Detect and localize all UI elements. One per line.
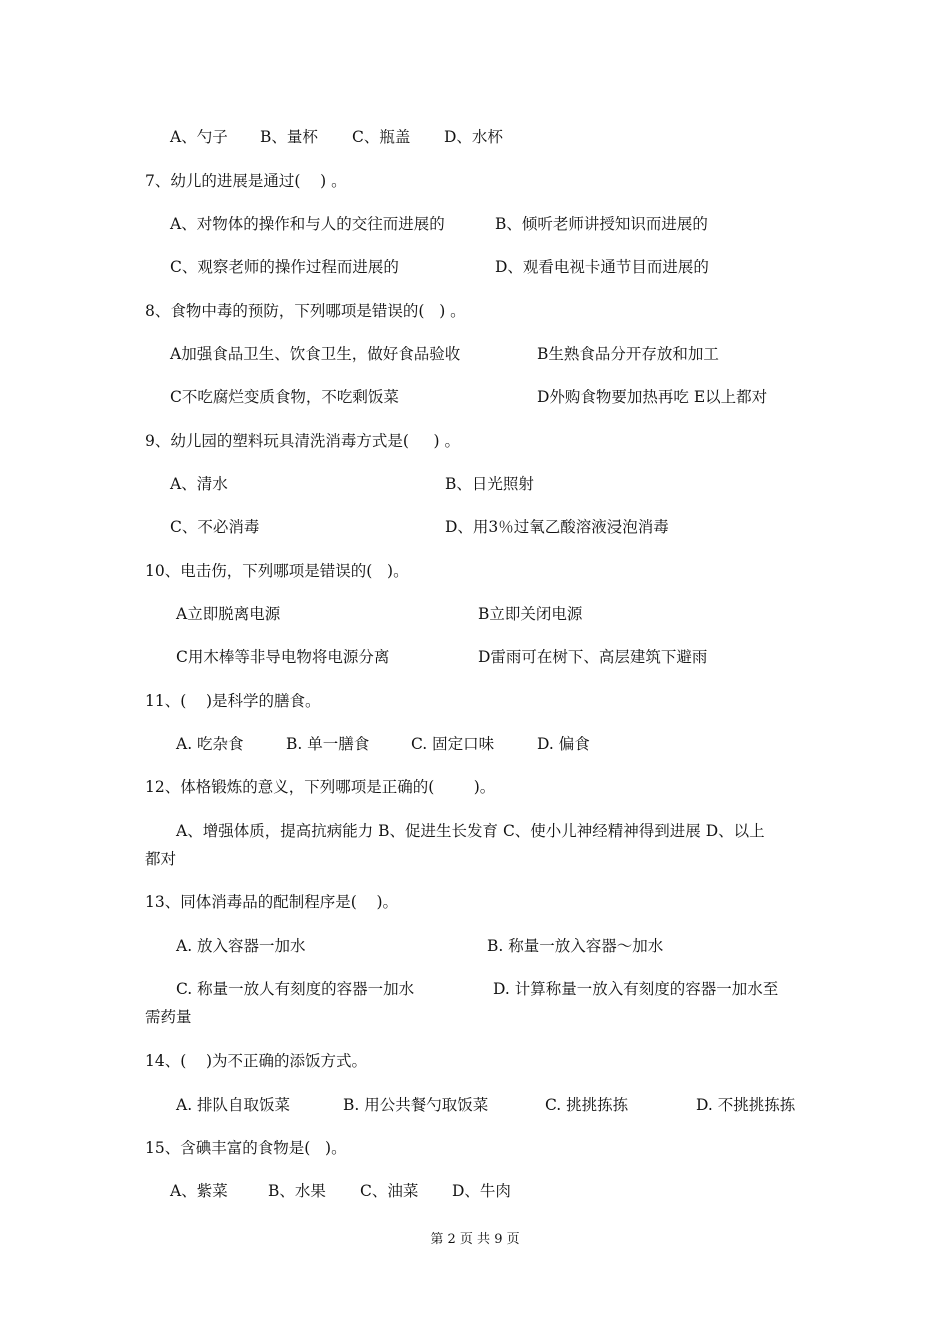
question-stem: 13、同体消毒品的配制程序是( )。 bbox=[145, 893, 399, 911]
question-stem: 12、体格锻炼的意义，下列哪项是正确的( )。 bbox=[145, 778, 496, 796]
question-stem: 9、幼儿园的塑料玩具清洗消毒方式是( ) 。 bbox=[145, 432, 461, 450]
option-b: B、量杯 bbox=[260, 128, 318, 146]
option-d: D. 偏食 bbox=[537, 735, 590, 753]
option-a: A、对物体的操作和与人的交往而进展的 bbox=[170, 215, 445, 233]
option-b: B. 称量一放入容器～加水 bbox=[487, 937, 664, 955]
question-stem: 15、含碘丰富的食物是( )。 bbox=[145, 1139, 347, 1157]
option-c: C、瓶盖 bbox=[352, 128, 411, 146]
option-b: B. 单一膳食 bbox=[286, 735, 370, 753]
question-stem: 7、幼儿的进展是通过( ) 。 bbox=[145, 172, 347, 190]
question-stem: 10、电击伤，下列哪项是错误的( )。 bbox=[145, 562, 409, 580]
option-d: D、用3％过氧乙酸溶液浸泡消毒 bbox=[445, 518, 669, 536]
option-d: D、水杯 bbox=[444, 128, 503, 146]
option-continuation: 需药量 bbox=[145, 1008, 192, 1026]
option-b: B、倾听老师讲授知识而进展的 bbox=[495, 215, 708, 233]
option-c: C、观察老师的操作过程而进展的 bbox=[170, 258, 399, 276]
option-d: D. 计算称量一放入有刻度的容器一加水至 bbox=[493, 980, 779, 998]
option-b: B立即关闭电源 bbox=[478, 605, 583, 623]
option-a: A、勺子 bbox=[170, 128, 228, 146]
option-c: C. 固定口味 bbox=[411, 735, 495, 753]
option-a: A. 放入容器一加水 bbox=[176, 937, 306, 955]
option-a: A加强食品卫生、饮食卫生，做好食品验收 bbox=[170, 345, 461, 363]
option-a: A. 排队自取饭菜 bbox=[176, 1096, 291, 1114]
question-stem: 11、( )是科学的膳食。 bbox=[145, 692, 321, 710]
option-d: D雷雨可在树下、高层建筑下避雨 bbox=[478, 648, 708, 666]
option-d: D、观看电视卡通节目而进展的 bbox=[495, 258, 709, 276]
option-c: C. 称量一放人有刻度的容器一加水 bbox=[176, 980, 415, 998]
option-c: C不吃腐烂变质食物，不吃剩饭菜 bbox=[170, 388, 399, 406]
option-b: B、水果 bbox=[268, 1182, 326, 1200]
option-a: A立即脱离电源 bbox=[176, 605, 281, 623]
option-b: B生熟食品分开存放和加工 bbox=[537, 345, 719, 363]
option-d: D. 不挑挑拣拣 bbox=[696, 1096, 796, 1114]
option-c: C、油菜 bbox=[360, 1182, 419, 1200]
option-a: A、紫菜 bbox=[170, 1182, 228, 1200]
option-b: B. 用公共餐勺取饭菜 bbox=[343, 1096, 489, 1114]
question-stem: 8、食物中毒的预防，下列哪项是错误的( ) 。 bbox=[145, 302, 466, 320]
option-b: B、日光照射 bbox=[445, 475, 534, 493]
option-c: C用木棒等非导电物将电源分离 bbox=[176, 648, 390, 666]
option-a: A、清水 bbox=[170, 475, 228, 493]
option-c: C. 挑挑拣拣 bbox=[545, 1096, 629, 1114]
option-d: D外购食物要加热再吃 E以上都对 bbox=[537, 388, 768, 406]
options-continuation: 都对 bbox=[145, 850, 177, 868]
options-line: A、增强体质，提高抗病能力 B、促进生长发育 C、使小儿神经精神得到进展 D、以上 bbox=[176, 822, 765, 840]
question-stem: 14、( )为不正确的添饭方式。 bbox=[145, 1052, 368, 1070]
option-d: D、牛肉 bbox=[452, 1182, 511, 1200]
page-footer: 第 2 页 共 9 页 bbox=[430, 1232, 520, 1247]
option-a: A. 吃杂食 bbox=[176, 735, 244, 753]
option-c: C、不必消毒 bbox=[170, 518, 260, 536]
